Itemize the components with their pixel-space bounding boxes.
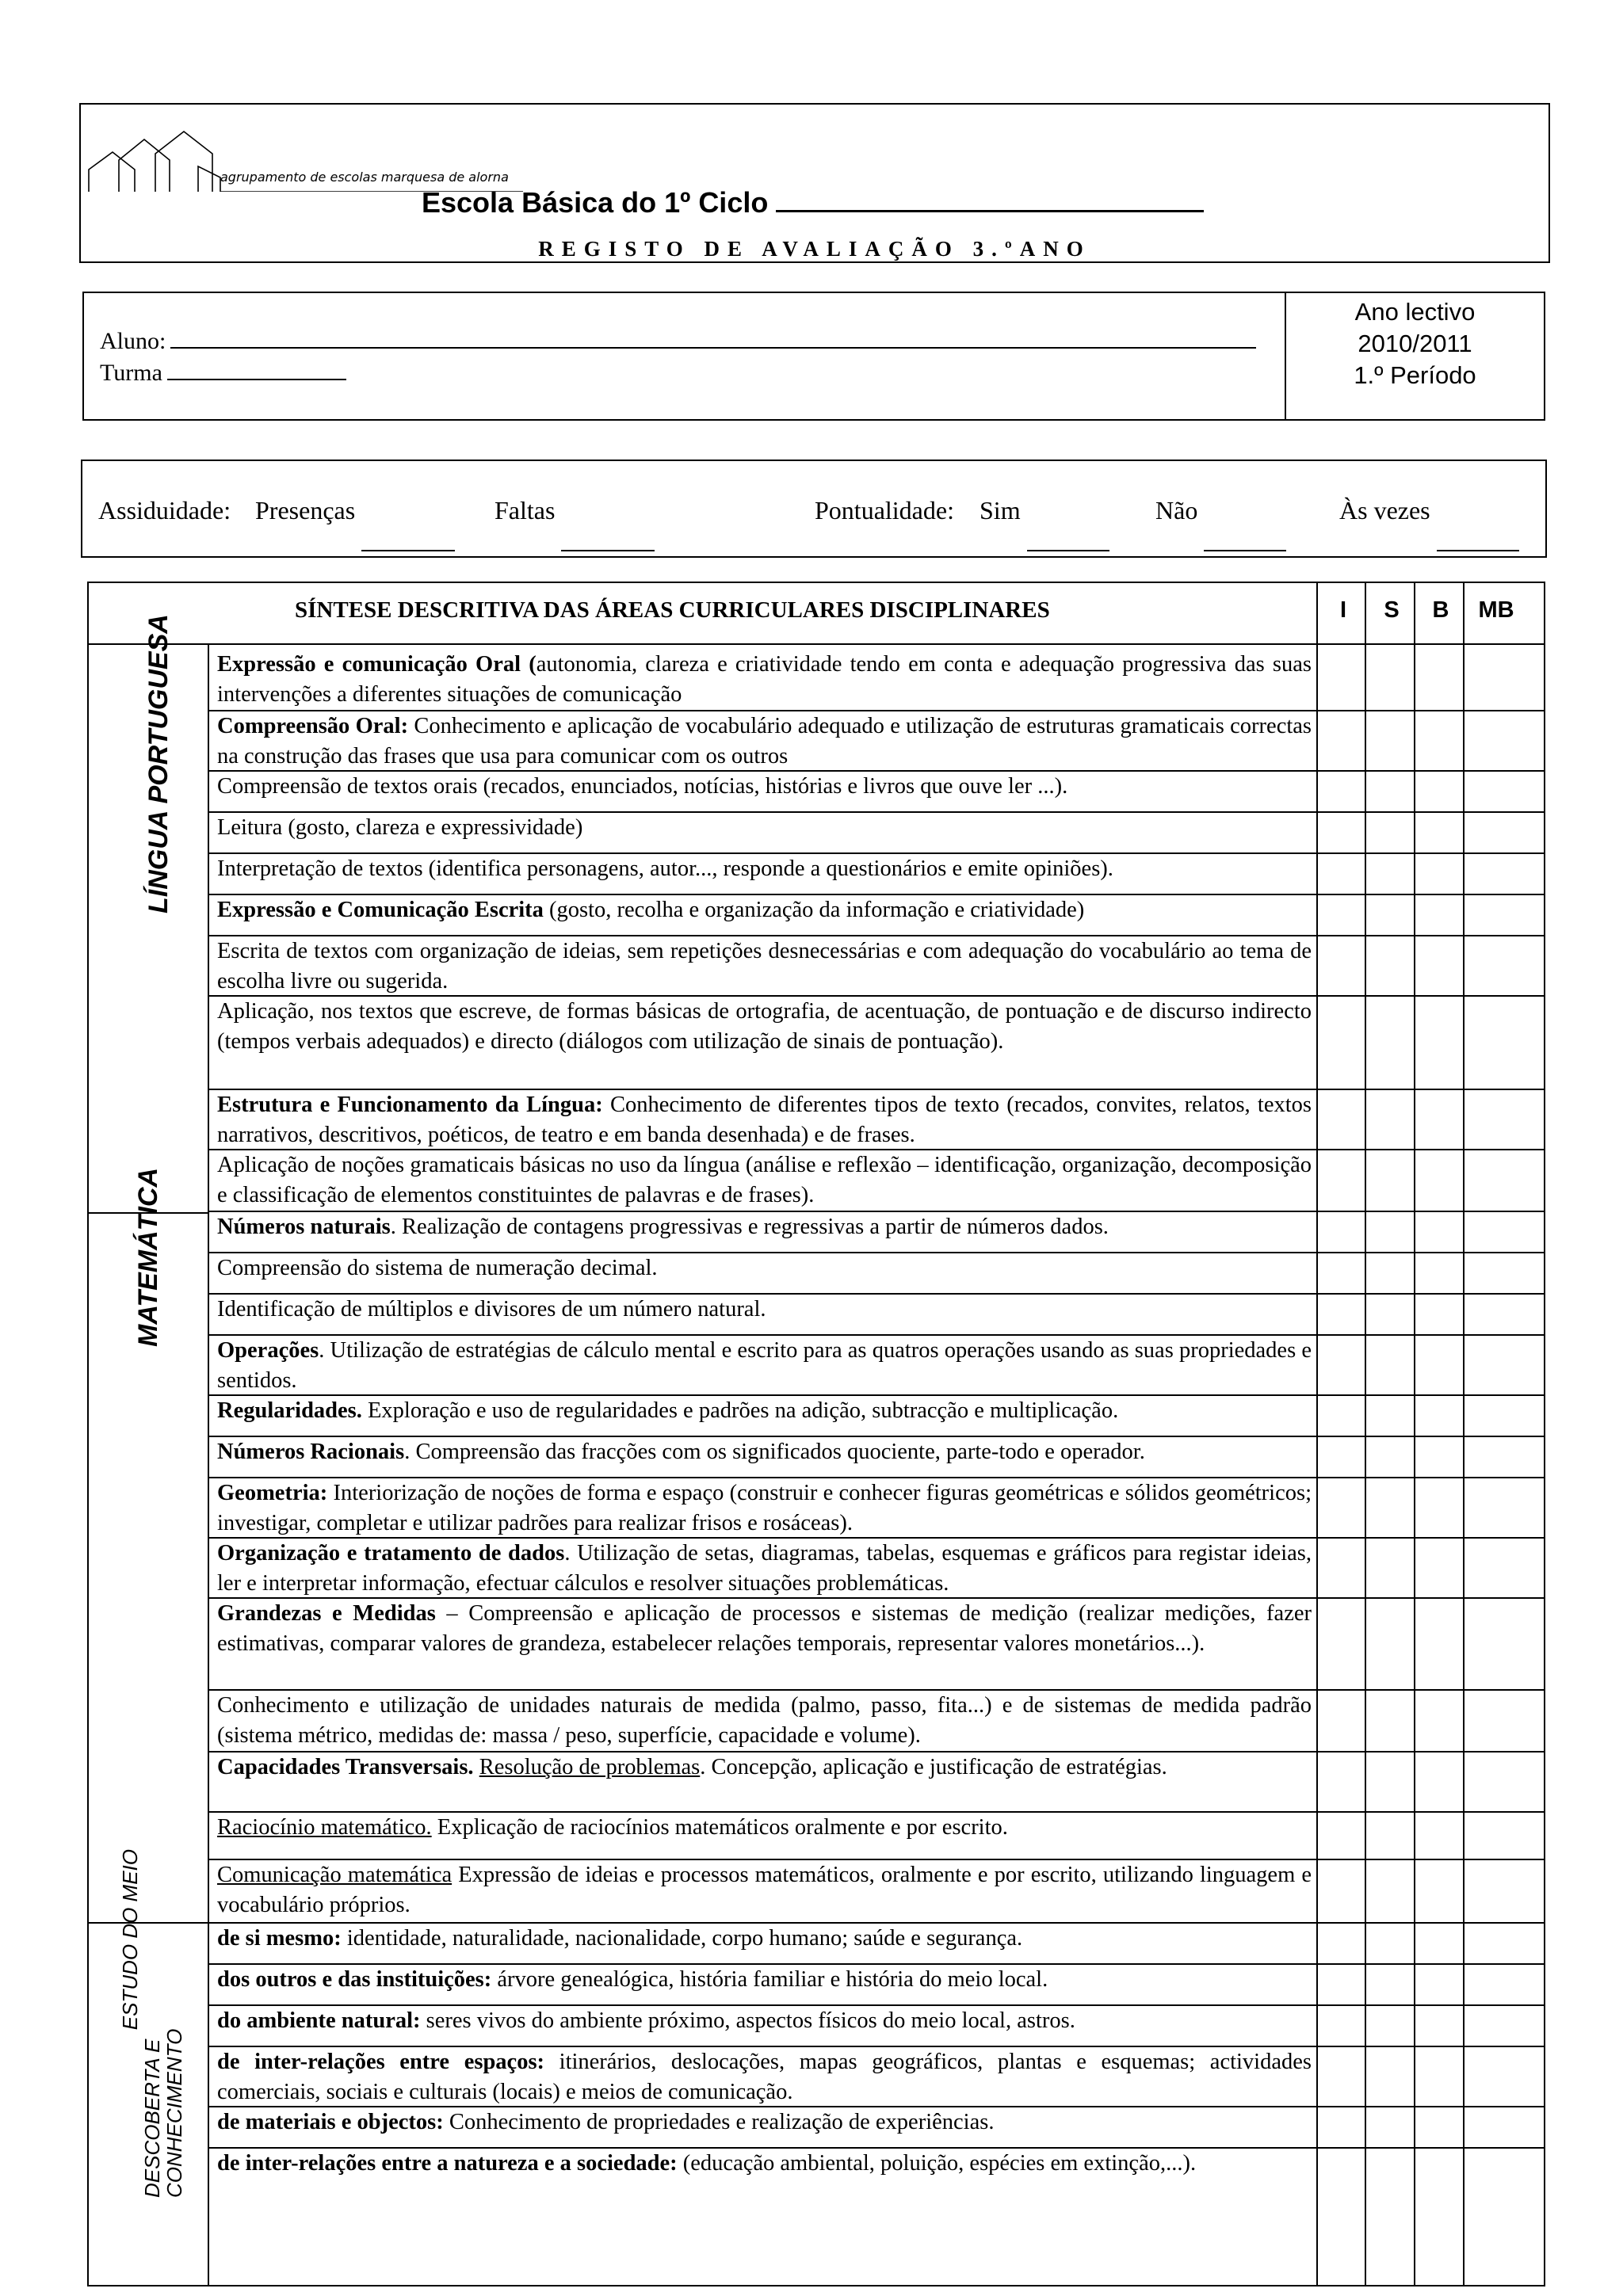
rating-cell-b[interactable]: [1415, 1689, 1463, 1751]
rating-cell-mb[interactable]: [1465, 935, 1544, 995]
rating-cell-i[interactable]: [1318, 1751, 1365, 1811]
rating-cell-b[interactable]: [1415, 1751, 1463, 1811]
table-row: Interpretação de textos (identifica personagens, autor..., responde a questionários e emite opiniões).: [217, 856, 1113, 881]
table-row: Identificação de múltiplos e divisores de um número natural.: [217, 1297, 766, 1322]
rating-cell-b[interactable]: [1415, 2106, 1463, 2147]
student-box: [82, 292, 1545, 421]
rating-cell-b[interactable]: [1415, 1477, 1463, 1537]
rating-cell-i[interactable]: [1318, 710, 1365, 770]
table-row: Operações. Utilização de estratégias de cálculo mental e escrito para as quatros operações usando as suas propriedades e sentidos.: [217, 1338, 1312, 1393]
rating-cell-b[interactable]: [1415, 1089, 1463, 1149]
logo-text: agrupamento de escolas marquesa de alorna: [220, 170, 509, 185]
rating-cell-s[interactable]: [1366, 1394, 1414, 1436]
table-row: Aplicação de noções gramaticais básicas no uso da língua (análise e reflexão – identificação, organização, decomposição e classificação de elementos constituintes de palavras e de frases).: [217, 1153, 1312, 1207]
table-row: Compreensão Oral: Conhecimento e aplicação de vocabulário adequado e utilização de estruturas gramaticais correctas na construção das frases que usa para comunicar com os outros: [217, 714, 1312, 769]
rating-cell-mb[interactable]: [1465, 995, 1544, 1089]
rating-cell-b[interactable]: [1415, 1597, 1463, 1689]
rating-cell-mb[interactable]: [1465, 1751, 1544, 1811]
rating-cell-s[interactable]: [1366, 894, 1414, 935]
rating-cell-b[interactable]: [1415, 1334, 1463, 1394]
rating-cell-s[interactable]: [1366, 1252, 1414, 1293]
rating-cell-i[interactable]: [1318, 811, 1365, 852]
turma-field: [100, 360, 346, 387]
rating-cell-i[interactable]: [1318, 2106, 1365, 2147]
school-title: [422, 186, 1204, 219]
rating-cell-i[interactable]: [1318, 1597, 1365, 1689]
rating-cell-s[interactable]: [1366, 770, 1414, 811]
rating-cell-b[interactable]: [1415, 935, 1463, 995]
aluno-label: Aluno:: [100, 328, 166, 354]
header-box: [79, 103, 1550, 263]
table-row: Expressão e Comunicação Escrita (gosto, recolha e organização da informação e criatividade): [217, 898, 1085, 922]
rating-cell-i[interactable]: [1318, 1963, 1365, 2004]
rating-cell-s[interactable]: [1366, 935, 1414, 995]
rating-cell-i[interactable]: [1318, 1689, 1365, 1751]
rating-cell-b[interactable]: [1415, 1963, 1463, 2004]
table-row: dos outros e das instituições: árvore genealógica, história familiar e história do meio local.: [217, 1967, 1048, 1992]
rating-cell-s[interactable]: [1366, 710, 1414, 770]
rating-cell-s[interactable]: [1366, 1811, 1414, 1859]
faltas-label: Faltas: [495, 496, 556, 524]
rating-cell-b[interactable]: [1415, 1922, 1463, 1963]
pontualidade-label: Pontualidade:: [815, 496, 954, 524]
rating-cell-mb[interactable]: [1465, 1149, 1544, 1211]
rating-cell-i[interactable]: [1318, 648, 1365, 710]
area-label-estudo-meio: [119, 1849, 185, 2198]
area-separator-1: [89, 1212, 208, 1214]
table-row: de materiais e objectos: Conhecimento de propriedades e realização de experiências.: [217, 2110, 995, 2134]
rating-cell-b[interactable]: [1415, 2004, 1463, 2046]
rating-cell-b[interactable]: [1415, 1293, 1463, 1334]
table-header-title: SÍNTESE DESCRITIVA DAS ÁREAS CURRICULARES DISCIPLINARES: [295, 597, 1050, 623]
rating-cell-s[interactable]: [1366, 2004, 1414, 2046]
assiduidade-label: Assiduidade:: [98, 496, 231, 524]
rating-cell-s[interactable]: [1366, 1089, 1414, 1149]
rating-cell-b[interactable]: [1415, 710, 1463, 770]
rating-cell-b[interactable]: [1415, 1149, 1463, 1211]
rating-cell-s[interactable]: [1366, 648, 1414, 710]
rating-cell-b[interactable]: [1415, 811, 1463, 852]
rating-cell-b[interactable]: [1415, 2147, 1463, 2286]
evaluation-table: [87, 582, 1545, 2286]
table-row: Compreensão de textos orais (recados, enunciados, notícias, histórias e livros que ouve ler ...).: [217, 774, 1068, 799]
rating-cell-mb[interactable]: [1465, 648, 1544, 710]
rating-cell-mb[interactable]: [1465, 811, 1544, 852]
rating-cell-mb[interactable]: [1465, 894, 1544, 935]
rating-cell-i[interactable]: [1318, 852, 1365, 894]
rating-cell-s[interactable]: [1366, 811, 1414, 852]
table-row: Expressão e comunicação Oral (autonomia, clareza e criatividade tendo em conta e adequação progressiva das suas intervenções a diferentes situações de comunicação: [217, 652, 1312, 707]
rating-header-mb: MB: [1478, 597, 1514, 623]
as-vezes-label: Às vezes: [1339, 496, 1430, 524]
rating-cell-b[interactable]: [1415, 894, 1463, 935]
rating-cell-mb[interactable]: [1465, 1537, 1544, 1597]
estudo-line-2: CONHECIMENTO: [162, 2028, 186, 2198]
rating-cell-mb[interactable]: [1465, 710, 1544, 770]
rating-cell-i[interactable]: [1318, 1436, 1365, 1477]
page-subtitle: REGISTO DE AVALIAÇÃO 3.ºANO: [538, 237, 1091, 261]
rating-cell-s[interactable]: [1366, 1293, 1414, 1334]
rating-cell-s[interactable]: [1366, 1597, 1414, 1689]
faltas-field: [495, 496, 555, 525]
rating-cell-i[interactable]: [1318, 1252, 1365, 1293]
rating-cell-b[interactable]: [1415, 1436, 1463, 1477]
rating-cell-b[interactable]: [1415, 1252, 1463, 1293]
table-row: Compreensão do sistema de numeração decimal.: [217, 1256, 658, 1280]
table-row: Estrutura e Funcionamento da Língua: Conhecimento de diferentes tipos de texto (recados, convites, relatos, textos narrativos, descritivos, poéticos, de teatro e em banda desenhada) e de frases.: [217, 1093, 1312, 1147]
rating-header-s: S: [1384, 597, 1400, 623]
rating-cell-i[interactable]: [1318, 1149, 1365, 1211]
rating-cell-s[interactable]: [1366, 852, 1414, 894]
turma-label: Turma: [100, 360, 162, 386]
rating-cell-s[interactable]: [1366, 2106, 1414, 2147]
rating-cell-i[interactable]: [1318, 1811, 1365, 1859]
rating-cell-s[interactable]: [1366, 1859, 1414, 1922]
area-label-portugues: LÍNGUA PORTUGUESA: [143, 614, 174, 913]
rating-cell-i[interactable]: [1318, 1211, 1365, 1252]
rating-cell-i[interactable]: [1318, 1922, 1365, 1963]
year-block: [1286, 296, 1544, 391]
rating-cell-i[interactable]: [1318, 1394, 1365, 1436]
rating-cell-i[interactable]: [1318, 894, 1365, 935]
table-row: Escrita de textos com organização de ideias, sem repetições desnecessárias e com adequação do vocabulário ao tema de escolha livre ou sugerida.: [217, 939, 1312, 994]
aluno-field: [100, 328, 1256, 355]
estudo-line-3: ESTUDO DO MEIO: [118, 1849, 142, 2031]
rating-cell-s[interactable]: [1366, 995, 1414, 1089]
rating-cell-mb[interactable]: [1465, 1811, 1544, 1859]
rating-cell-s[interactable]: [1366, 1751, 1414, 1811]
school-title-text: Escola Básica do 1º Ciclo: [422, 186, 769, 219]
table-row: Grandezas e Medidas – Compreensão e aplicação de processos e sistemas de medição (realizar medições, fazer estimativas, comparar valores de grandeza, estabelecer relações temporais, representar valores monetários...).: [217, 1601, 1312, 1656]
presencas-label: Presenças: [255, 496, 356, 524]
table-row: Regularidades. Exploração e uso de regularidades e padrões na adição, subtracção e multiplicação.: [217, 1398, 1119, 1423]
rating-cell-s[interactable]: [1366, 2046, 1414, 2106]
rating-cell-s[interactable]: [1366, 1436, 1414, 1477]
rating-cell-b[interactable]: [1415, 1537, 1463, 1597]
rating-cell-mb[interactable]: [1465, 1089, 1544, 1149]
rating-cell-b[interactable]: [1415, 1859, 1463, 1922]
rating-cell-b[interactable]: [1415, 1211, 1463, 1252]
rating-header-b: B: [1432, 597, 1449, 623]
year-value: 2010/2011: [1358, 330, 1472, 357]
rating-cell-i[interactable]: [1318, 995, 1365, 1089]
rating-header-i: I: [1339, 597, 1347, 623]
rating-cell-mb[interactable]: [1465, 1477, 1544, 1537]
rating-cell-mb[interactable]: [1465, 2004, 1544, 2046]
year-label: Ano lectivo: [1354, 298, 1476, 326]
rating-cell-mb[interactable]: [1465, 770, 1544, 811]
rating-cell-mb[interactable]: [1465, 1963, 1544, 2004]
rating-cell-mb[interactable]: [1465, 1597, 1544, 1689]
rating-cell-s[interactable]: [1366, 1477, 1414, 1537]
rating-cell-s[interactable]: [1366, 1149, 1414, 1211]
rating-cell-mb[interactable]: [1465, 1293, 1544, 1334]
table-row: do ambiente natural: seres vivos do ambiente próximo, aspectos físicos do meio local, astros.: [217, 2008, 1075, 2033]
rating-cell-mb[interactable]: [1465, 1334, 1544, 1394]
faltas-line[interactable]: [561, 531, 655, 551]
rating-cell-i[interactable]: [1318, 2147, 1365, 2286]
rating-cell-b[interactable]: [1415, 852, 1463, 894]
table-row: Raciocínio matemático. Explicação de raciocínios matemáticos oralmente e por escrito.: [217, 1815, 1008, 1840]
rating-cell-s[interactable]: [1366, 1922, 1414, 1963]
rating-cell-b[interactable]: [1415, 648, 1463, 710]
school-name-line: [776, 188, 1204, 212]
area-separator-2: [89, 1922, 208, 1924]
rating-cell-mb[interactable]: [1465, 852, 1544, 894]
rating-cell-s[interactable]: [1366, 1963, 1414, 2004]
rating-cell-mb[interactable]: [1465, 1394, 1544, 1436]
as-vezes-line[interactable]: [1437, 531, 1519, 551]
estudo-line-1: DESCOBERTA E: [140, 2039, 164, 2198]
rating-cell-mb[interactable]: [1465, 1436, 1544, 1477]
table-row: de inter-relações entre espaços: itinerários, deslocações, mapas geográficos, plantas e esquemas; actividades comerciais, sociais e culturais (locais) e meios de comunicação.: [217, 2050, 1312, 2104]
rating-cell-i[interactable]: [1318, 935, 1365, 995]
rating-cell-mb[interactable]: [1465, 2106, 1544, 2147]
rating-cell-b[interactable]: [1415, 2046, 1463, 2106]
sim-label: Sim: [980, 496, 1021, 524]
rating-cell-i[interactable]: [1318, 770, 1365, 811]
presencas-line[interactable]: [361, 531, 455, 551]
rating-cell-i[interactable]: [1318, 1859, 1365, 1922]
rating-cell-s[interactable]: [1366, 1211, 1414, 1252]
table-row: de si mesmo: identidade, naturalidade, nacionalidade, corpo humano; saúde e segurança.: [217, 1926, 1023, 1951]
table-row: Números naturais. Realização de contagens progressivas e regressivas a partir de números dados.: [217, 1215, 1109, 1239]
table-row: Geometria: Interiorização de noções de forma e espaço (construir e conhecer figuras geométricas e sólidos geométricos; investigar, completar e utilizar padrões para realizar frisos e rosáceas).: [217, 1481, 1312, 1535]
rating-cell-s[interactable]: [1366, 1689, 1414, 1751]
sim-line[interactable]: [1027, 531, 1109, 551]
table-row: Aplicação, nos textos que escreve, de formas básicas de ortografia, de acentuação, de pontuação e de discurso indirecto (tempos verbais adequados) e directo (diálogos com utilização de sinais de pontuação).: [217, 999, 1312, 1054]
rating-cell-i[interactable]: [1318, 1334, 1365, 1394]
table-row: Comunicação matemática Expressão de ideias e processos matemáticos, oralmente e por escrito, utilizando linguagem e vocabulário próprios.: [217, 1863, 1312, 1917]
rating-cell-i[interactable]: [1318, 2004, 1365, 2046]
table-row: Conhecimento e utilização de unidades naturais de medida (palmo, passo, fita...) e de sistemas de medida padrão (sistema métrico, medidas de: massa / peso, superfície, capacidade e volume).: [217, 1693, 1312, 1748]
rating-cell-i[interactable]: [1318, 2046, 1365, 2106]
nao-label: Não: [1155, 496, 1198, 524]
rating-cell-mb[interactable]: [1465, 2046, 1544, 2106]
rating-cell-mb[interactable]: [1465, 1211, 1544, 1252]
rating-cell-b[interactable]: [1415, 1394, 1463, 1436]
rating-cell-mb[interactable]: [1465, 1922, 1544, 1963]
rating-cell-mb[interactable]: [1465, 1859, 1544, 1922]
table-row: Capacidades Transversais. Resolução de problemas. Concepção, aplicação e justificação de estratégias.: [217, 1755, 1167, 1779]
rating-cell-s[interactable]: [1366, 1537, 1414, 1597]
table-row: de inter-relações entre a natureza e a sociedade: (educação ambiental, poluição, espécies em extinção,...).: [217, 2151, 1197, 2176]
presencas-field: [255, 496, 355, 525]
rating-cell-mb[interactable]: [1465, 1252, 1544, 1293]
rating-cell-b[interactable]: [1415, 1811, 1463, 1859]
rating-cell-b[interactable]: [1415, 770, 1463, 811]
rating-cell-s[interactable]: [1366, 1334, 1414, 1394]
table-row: Leitura (gosto, clareza e expressividade): [217, 815, 583, 840]
rating-cell-i[interactable]: [1318, 1089, 1365, 1149]
sim-field: [980, 496, 1021, 525]
aluno-line[interactable]: [170, 328, 1256, 349]
header-bottom-line: [89, 643, 1544, 645]
area-label-matematica: MATEMÁTICA: [133, 1168, 163, 1347]
turma-line[interactable]: [167, 360, 346, 380]
rating-cell-mb[interactable]: [1465, 2147, 1544, 2286]
rating-cell-s[interactable]: [1366, 2147, 1414, 2286]
table-row: Números Racionais. Compreensão das fracções com os significados quociente, parte-todo e operador.: [217, 1440, 1145, 1464]
rating-cell-i[interactable]: [1318, 1537, 1365, 1597]
attendance-box: [81, 460, 1547, 558]
as-vezes-field: [1339, 496, 1430, 525]
table-row: Organização e tratamento de dados. Utilização de setas, diagramas, tabelas, esquemas e gráficos para registar ideias, ler e interpretar informação, efectuar cálculos e resolver situações problemáticas.: [217, 1541, 1312, 1596]
area-column-line: [208, 643, 209, 2286]
rating-cell-mb[interactable]: [1465, 1689, 1544, 1751]
rating-cell-b[interactable]: [1415, 995, 1463, 1089]
rating-cell-i[interactable]: [1318, 1293, 1365, 1334]
rating-cell-i[interactable]: [1318, 1477, 1365, 1537]
nao-field: [1155, 496, 1197, 525]
nao-line[interactable]: [1204, 531, 1286, 551]
period-label: 1.º Período: [1354, 361, 1476, 389]
